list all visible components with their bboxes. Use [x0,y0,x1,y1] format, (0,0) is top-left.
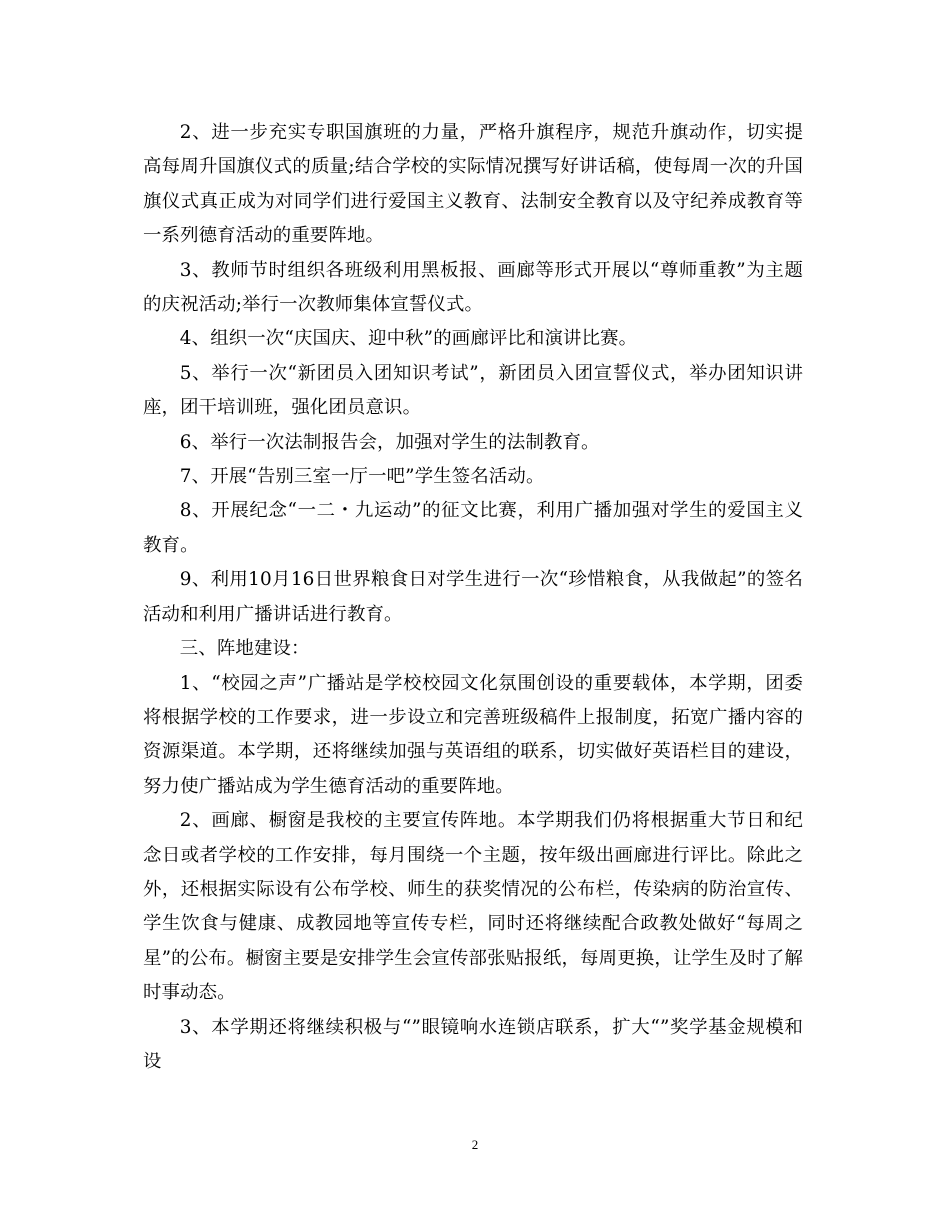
paragraph-radio-station: 1、“校园之声”广播站是学校校园文化氛围创设的重要载体，本学期，团委将根据学校的工作要求，进一步设立和完善班级稿件上报制度，拓宽广播内容的资源渠道。本学期，还将继续加强与英语组的联系，切实做好英语栏目的建设，努力使广播站成为学生德育活动的重要阵地。 [143,672,803,797]
paragraph-teachers-day: 3、教师节时组织各班级利用黑板报、画廊等形式开展以“尊师重教”为主题的庆祝活动;举行一次教师集体宣誓仪式。 [143,259,803,316]
section-heading-positions: 三、阵地建设： [179,638,310,660]
paragraph-gallery: 2、画廊、橱窗是我校的主要宣传阵地。本学期我们仍将根据重大节日和纪念日或者学校的工作安排，每月围绕一个主题，按年级出画廊进行评比。除此之外，还根据实际设有公布学校、师生的获奖情况的公布栏，传染病的防治宣传、学生饮食与健康、成教园地等宣传专栏，同时还将继续配合政教处做好“每周之星”的公布。橱窗主要是安排学生会宣传部张贴报纸，每周更换，让学生及时了解时事动态。 [143,810,803,1004]
paragraph-essay-contest: 8、开展纪念“一二・九运动”的征文比赛，利用广播加强对学生的爱国主义教育。 [143,500,803,556]
paragraph-signature-campaign: 7、开展“告别三室一厅一吧”学生签名活动。 [179,466,545,488]
paragraph-scholarship: 3、本学期还将继续积极与“”眼镜响水连锁店联系，扩大“”奖学基金规模和设 [143,1016,803,1072]
paragraph-legal-report: 6、举行一次法制报告会，加强对学生的法制教育。 [179,431,600,453]
paragraph-food-day: 9、利用10月16日世界粮食日对学生进行一次“珍惜粮食，从我做起”的签名活动和利用广播讲话进行教育。 [143,569,803,625]
document-body [143,116,803,1079]
paragraph-new-members: 5、举行一次“新团员入团知识考试”，新团员入团宣誓仪式，举办团知识讲座，团干培训班，强化团员意识。 [143,362,803,419]
page-number: 2 [471,1137,479,1152]
paragraph-national-day: 4、组织一次“庆国庆、迎中秋”的画廊评比和演讲比赛。 [179,328,638,350]
paragraph-flag-team: 2、进一步充实专职国旗班的力量，严格升旗程序，规范升旗动作，切实提高每周升国旗仪式的质量;结合学校的实际情况撰写好讲话稿，使每周一次的升国旗仪式真正成为对同学们进行爱国主义教育、法制安全教育以及守纪养成教育等一系列德育活动的重要阵地。 [143,122,803,247]
